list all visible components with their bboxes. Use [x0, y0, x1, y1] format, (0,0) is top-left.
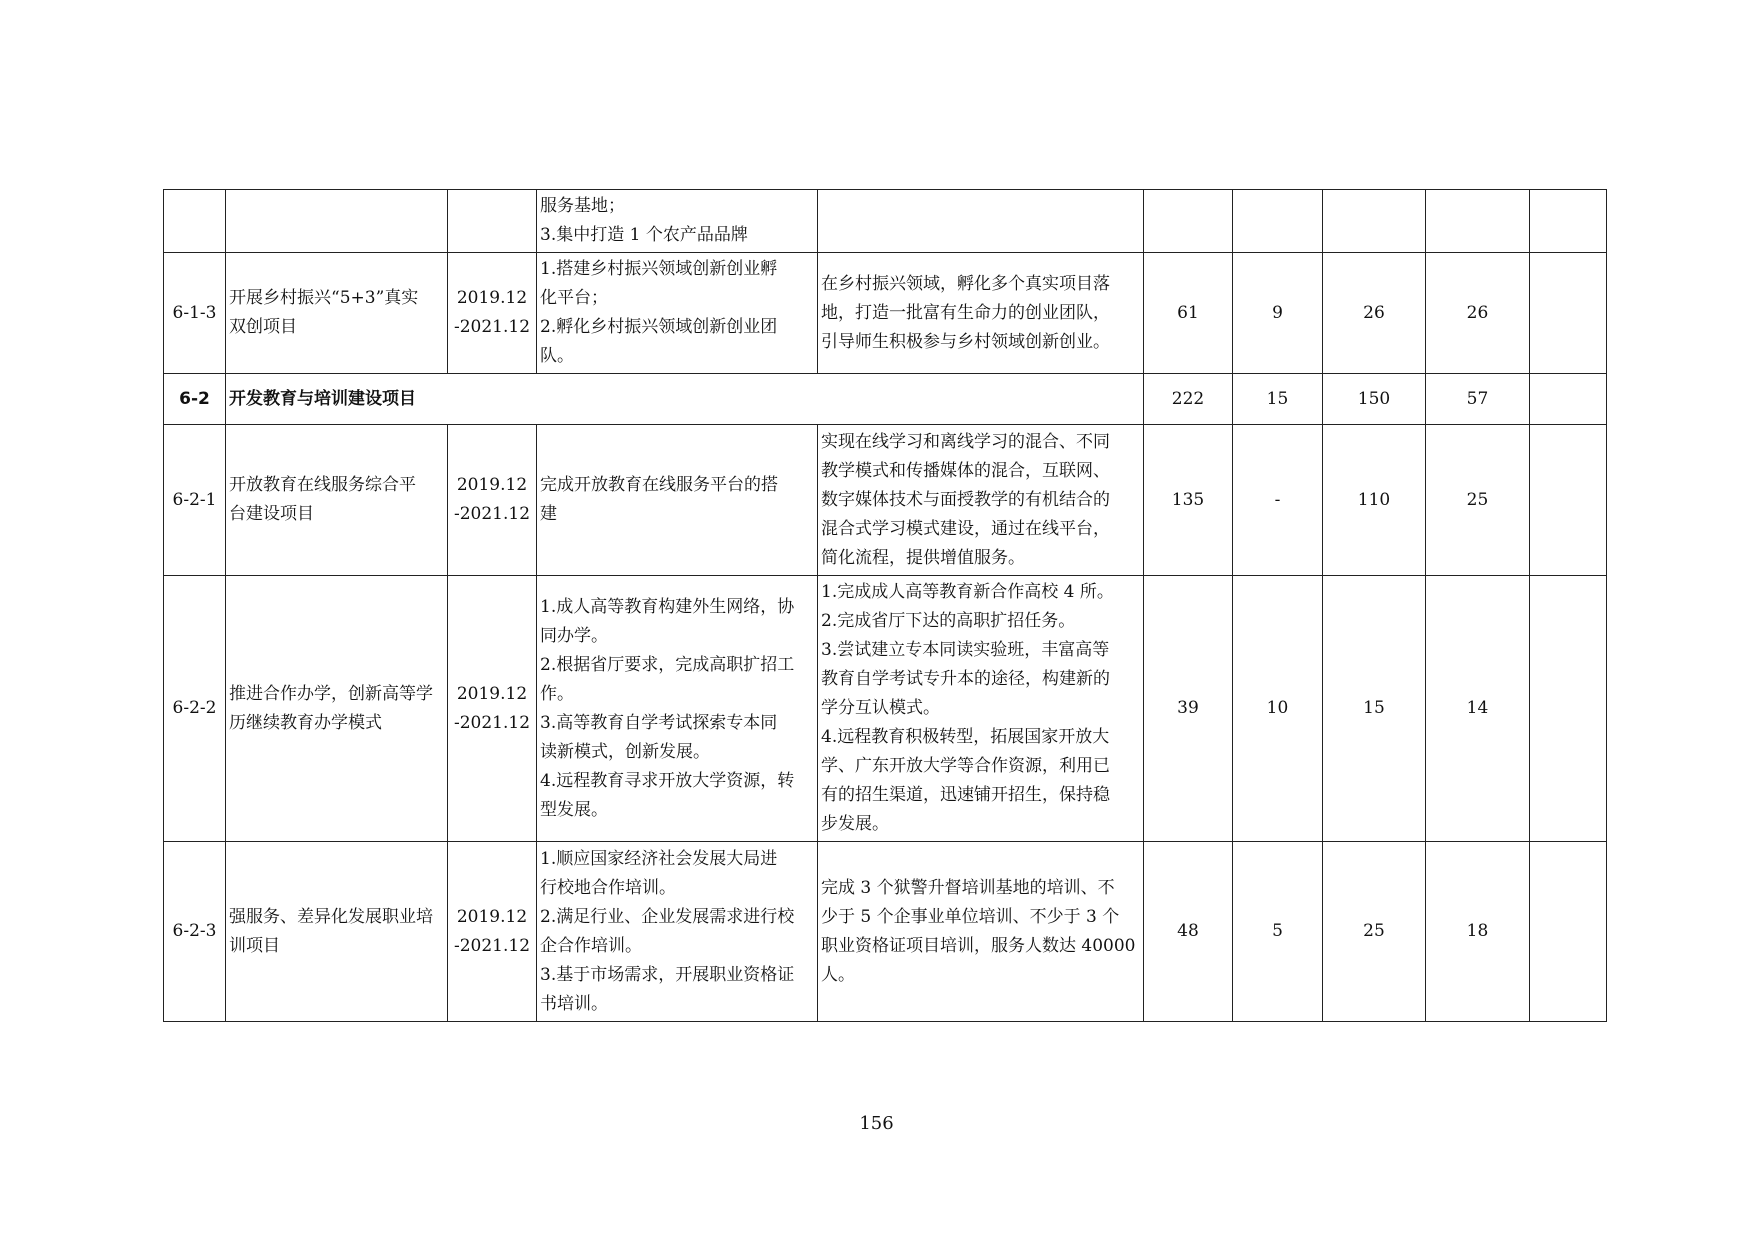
- project-period: 2019.12 -2021.12: [448, 253, 537, 374]
- value-2: 25: [1323, 842, 1426, 1022]
- project-period: [448, 190, 537, 253]
- note-cell: [1530, 253, 1607, 374]
- total-value: [1144, 190, 1233, 253]
- row-id: 6-1-3: [164, 253, 226, 374]
- table-row: [164, 190, 1607, 253]
- section-id: 6-2: [164, 374, 226, 425]
- total-value: 48: [1144, 842, 1233, 1022]
- project-content: 完成开放教育在线服务平台的搭 建: [537, 425, 818, 576]
- project-period: 2019.12 -2021.12: [448, 576, 537, 842]
- project-content: 1.顺应国家经济社会发展大局进 行校地合作培训。 2.满足行业、企业发展需求进行校 企合作培训。 3.基于市场需求，开展职业资格证 书培训。: [537, 842, 818, 1022]
- note-cell: [1530, 425, 1607, 576]
- project-content: 服务基地； 3.集中打造 1 个农产品品牌: [537, 190, 818, 253]
- value-3: 26: [1426, 253, 1530, 374]
- project-name: [226, 190, 448, 253]
- project-name: 推进合作办学，创新高等学 历继续教育办学模式: [226, 576, 448, 842]
- section-title: 开发教育与培训建设项目: [226, 374, 1144, 425]
- project-name: 开放教育在线服务综合平 台建设项目: [226, 425, 448, 576]
- value-3: [1426, 190, 1530, 253]
- section-value-3: 57: [1426, 374, 1530, 425]
- project-table: [163, 189, 1607, 1022]
- page-number: 156: [859, 1113, 894, 1134]
- section-value-1: 15: [1233, 374, 1323, 425]
- note-cell: [1530, 190, 1607, 253]
- value-2: 15: [1323, 576, 1426, 842]
- value-1: 10: [1233, 576, 1323, 842]
- total-value: 61: [1144, 253, 1233, 374]
- table-row: [164, 576, 1607, 842]
- section-value-2: 150: [1323, 374, 1426, 425]
- project-name: 开展乡村振兴“5+3”真实 双创项目: [226, 253, 448, 374]
- section-total: 222: [1144, 374, 1233, 425]
- row-id: 6-2-3: [164, 842, 226, 1022]
- table-row: [164, 842, 1607, 1022]
- total-value: 135: [1144, 425, 1233, 576]
- project-period: 2019.12 -2021.12: [448, 425, 537, 576]
- value-3: 18: [1426, 842, 1530, 1022]
- project-name: 强服务、差异化发展职业培 训项目: [226, 842, 448, 1022]
- value-3: 14: [1426, 576, 1530, 842]
- row-id: 6-2-1: [164, 425, 226, 576]
- row-id: [164, 190, 226, 253]
- project-goal: 实现在线学习和离线学习的混合、不同 教学模式和传播媒体的混合，互联网、 数字媒体技术与面授教学的有机结合的 混合式学习模式建设，通过在线平台， 简化流程，提供增值服务。: [818, 425, 1144, 576]
- value-2: 26: [1323, 253, 1426, 374]
- row-id: 6-2-2: [164, 576, 226, 842]
- value-1: 9: [1233, 253, 1323, 374]
- value-3: 25: [1426, 425, 1530, 576]
- section-note: [1530, 374, 1607, 425]
- section-row: [164, 374, 1607, 425]
- value-1: [1233, 190, 1323, 253]
- project-period: 2019.12 -2021.12: [448, 842, 537, 1022]
- value-1: 5: [1233, 842, 1323, 1022]
- project-content: 1.搭建乡村振兴领域创新创业孵 化平台； 2.孵化乡村振兴领域创新创业团 队。: [537, 253, 818, 374]
- note-cell: [1530, 576, 1607, 842]
- table-row: [164, 425, 1607, 576]
- project-content: 1.成人高等教育构建外生网络，协 同办学。 2.根据省厅要求，完成高职扩招工 作。 3.高等教育自学考试探索专本同 读新模式，创新发展。 4.远程教育寻求开放大学资源，转 型发展。: [537, 576, 818, 842]
- project-goal: 1.完成成人高等教育新合作高校 4 所。 2.完成省厅下达的高职扩招任务。 3.尝试建立专本同读实验班，丰富高等 教育自学考试专升本的途径，构建新的 学分互认模式。 4.远程教育积极转型，拓展国家开放大 学、广东开放大学等合作资源，利用已 有的招生渠道，迅速铺开招生，保持稳 步发展。: [818, 576, 1144, 842]
- total-value: 39: [1144, 576, 1233, 842]
- value-2: [1323, 190, 1426, 253]
- project-goal: 完成 3 个狱警升督培训基地的培训、不 少于 5 个企事业单位培训、不少于 3 个 职业资格证项目培训，服务人数达 40000 人。: [818, 842, 1144, 1022]
- value-2: 110: [1323, 425, 1426, 576]
- table-row: [164, 253, 1607, 374]
- project-goal: 在乡村振兴领域，孵化多个真实项目落 地，打造一批富有生命力的创业团队， 引导师生积极参与乡村领域创新创业。: [818, 253, 1144, 374]
- value-1: -: [1233, 425, 1323, 576]
- note-cell: [1530, 842, 1607, 1022]
- project-goal: [818, 190, 1144, 253]
